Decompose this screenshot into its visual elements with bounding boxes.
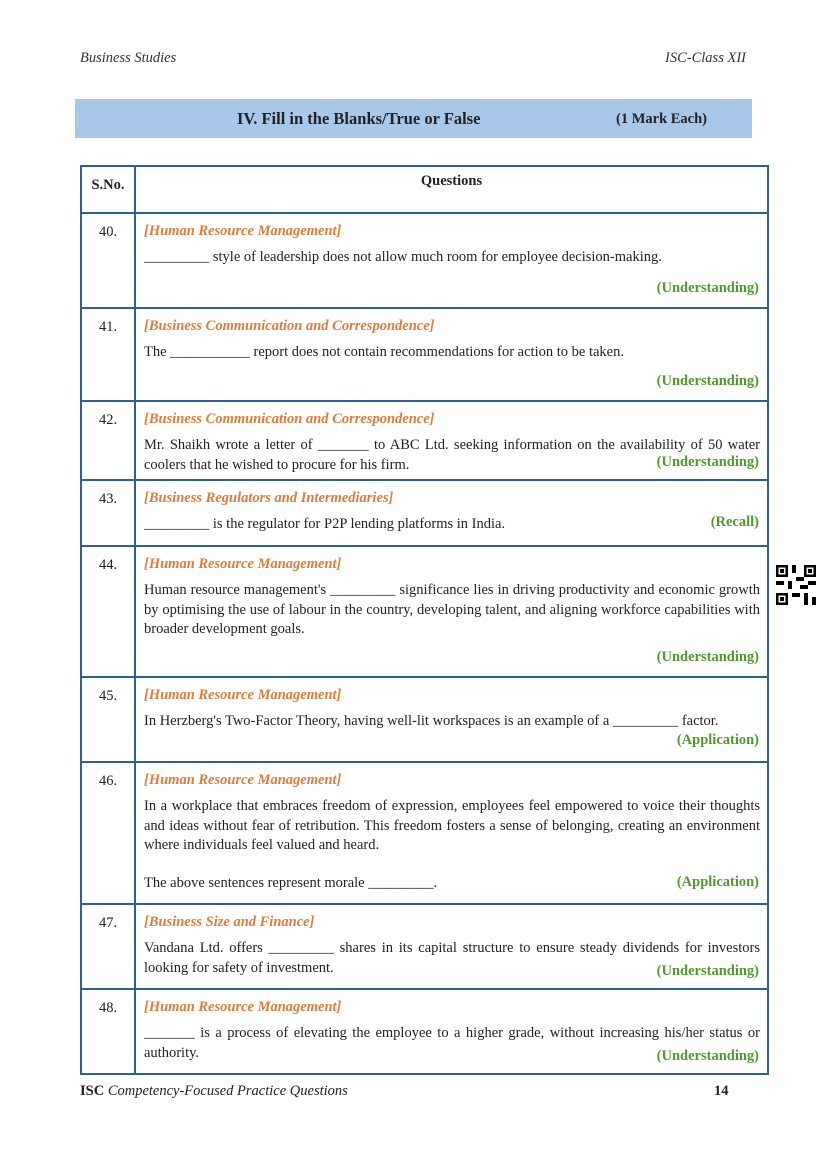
question-cell bbox=[135, 213, 768, 308]
cognitive-level: (Understanding) bbox=[656, 454, 759, 470]
question-topic: [Business Communication and Correspondence] bbox=[144, 411, 435, 427]
header-sno: S.No. bbox=[81, 166, 135, 213]
section-marks: (1 Mark Each) bbox=[616, 111, 708, 127]
cognitive-level: (Understanding) bbox=[656, 649, 759, 665]
question-text: _________ style of leadership does not allow much room for employee decision-making. bbox=[144, 249, 662, 265]
section-banner bbox=[75, 99, 752, 138]
question-topic: [Human Resource Management] bbox=[144, 687, 342, 703]
section-title: IV. Fill in the Blanks/True or False bbox=[237, 109, 481, 128]
question-number: 46. bbox=[81, 762, 135, 904]
question-number: 43. bbox=[81, 480, 135, 546]
question-text: Human resource management's _________ significance lies in driving productivity and economic growth by optimising the use of labour in the country, developing talent, and aligning workforce capabilities with broader development goals. bbox=[144, 582, 760, 637]
question-text: _______ is a process of elevating the employee to a higher grade, without increasing his/her status or authority. bbox=[144, 1025, 760, 1061]
question-cell bbox=[135, 904, 768, 989]
footer-subtitle: Competency-Focused Practice Questions bbox=[107, 1083, 348, 1099]
question-cell bbox=[135, 546, 768, 677]
question-text-2: The above sentences represent morale _________. bbox=[144, 874, 438, 891]
question-topic: [Business Regulators and Intermediaries] bbox=[144, 490, 394, 506]
footer-brand: ISC bbox=[80, 1083, 105, 1099]
question-text: In Herzberg's Two-Factor Theory, having well-lit workspaces is an example of a _________ factor. bbox=[144, 713, 719, 729]
question-topic: [Human Resource Management] bbox=[144, 556, 342, 572]
question-topic: [Human Resource Management] bbox=[144, 223, 342, 239]
question-number: 42. bbox=[81, 401, 135, 480]
question-number: 40. bbox=[81, 213, 135, 308]
cognitive-level: (Recall) bbox=[710, 514, 759, 530]
cognitive-level: (Understanding) bbox=[656, 963, 759, 979]
question-row bbox=[81, 762, 768, 904]
question-text: The ___________ report does not contain recommendations for action to be taken. bbox=[144, 344, 624, 360]
header-questions: Questions bbox=[135, 166, 768, 213]
question-topic: [Human Resource Management] bbox=[144, 999, 342, 1015]
question-row bbox=[81, 904, 768, 989]
question-number: 41. bbox=[81, 308, 135, 401]
question-number: 48. bbox=[81, 989, 135, 1074]
question-topic: [Business Communication and Correspondence] bbox=[144, 318, 435, 334]
page-number: 14 bbox=[714, 1083, 729, 1099]
question-number: 45. bbox=[81, 677, 135, 762]
footer-title bbox=[80, 1083, 348, 1100]
header-class: ISC-Class XII bbox=[665, 50, 746, 66]
qr-code-icon[interactable] bbox=[776, 565, 816, 605]
question-text: Vandana Ltd. offers _________ shares in its capital structure to ensure steady dividends for investors looking for safety of investment. bbox=[144, 940, 760, 976]
question-row bbox=[81, 308, 768, 401]
question-text: Mr. Shaikh wrote a letter of _______ to ABC Ltd. seeking information on the availability of 50 water coolers that he wished to procure for his firm. bbox=[144, 437, 760, 473]
question-topic: [Human Resource Management] bbox=[144, 772, 342, 788]
question-row bbox=[81, 213, 768, 308]
cognitive-level: (Understanding) bbox=[656, 280, 759, 296]
question-topic: [Business Size and Finance] bbox=[144, 914, 315, 930]
question-text: _________ is the regulator for P2P lending platforms in India. bbox=[144, 516, 506, 532]
question-row bbox=[81, 677, 768, 762]
cognitive-level: (Application) bbox=[676, 874, 759, 890]
question-cell bbox=[135, 989, 768, 1074]
question-cell bbox=[135, 762, 768, 904]
cognitive-level: (Understanding) bbox=[656, 1048, 759, 1064]
question-cell bbox=[135, 677, 768, 762]
question-cell bbox=[135, 480, 768, 546]
cognitive-level: (Understanding) bbox=[656, 373, 759, 389]
question-cell bbox=[135, 308, 768, 401]
question-row bbox=[81, 480, 768, 546]
questions-table bbox=[80, 165, 769, 1075]
question-number: 47. bbox=[81, 904, 135, 989]
question-row bbox=[81, 546, 768, 677]
question-text: In a workplace that embraces freedom of expression, employees feel empowered to voice their thoughts and ideas without fear of retribution. This freedom fosters a sense of belonging, creating an environment where individuals feel valued and heard. bbox=[144, 798, 760, 853]
question-number: 44. bbox=[81, 546, 135, 677]
question-row bbox=[81, 401, 768, 480]
question-row bbox=[81, 989, 768, 1074]
header-subject: Business Studies bbox=[80, 50, 177, 66]
cognitive-level: (Application) bbox=[676, 732, 759, 748]
question-cell bbox=[135, 401, 768, 480]
